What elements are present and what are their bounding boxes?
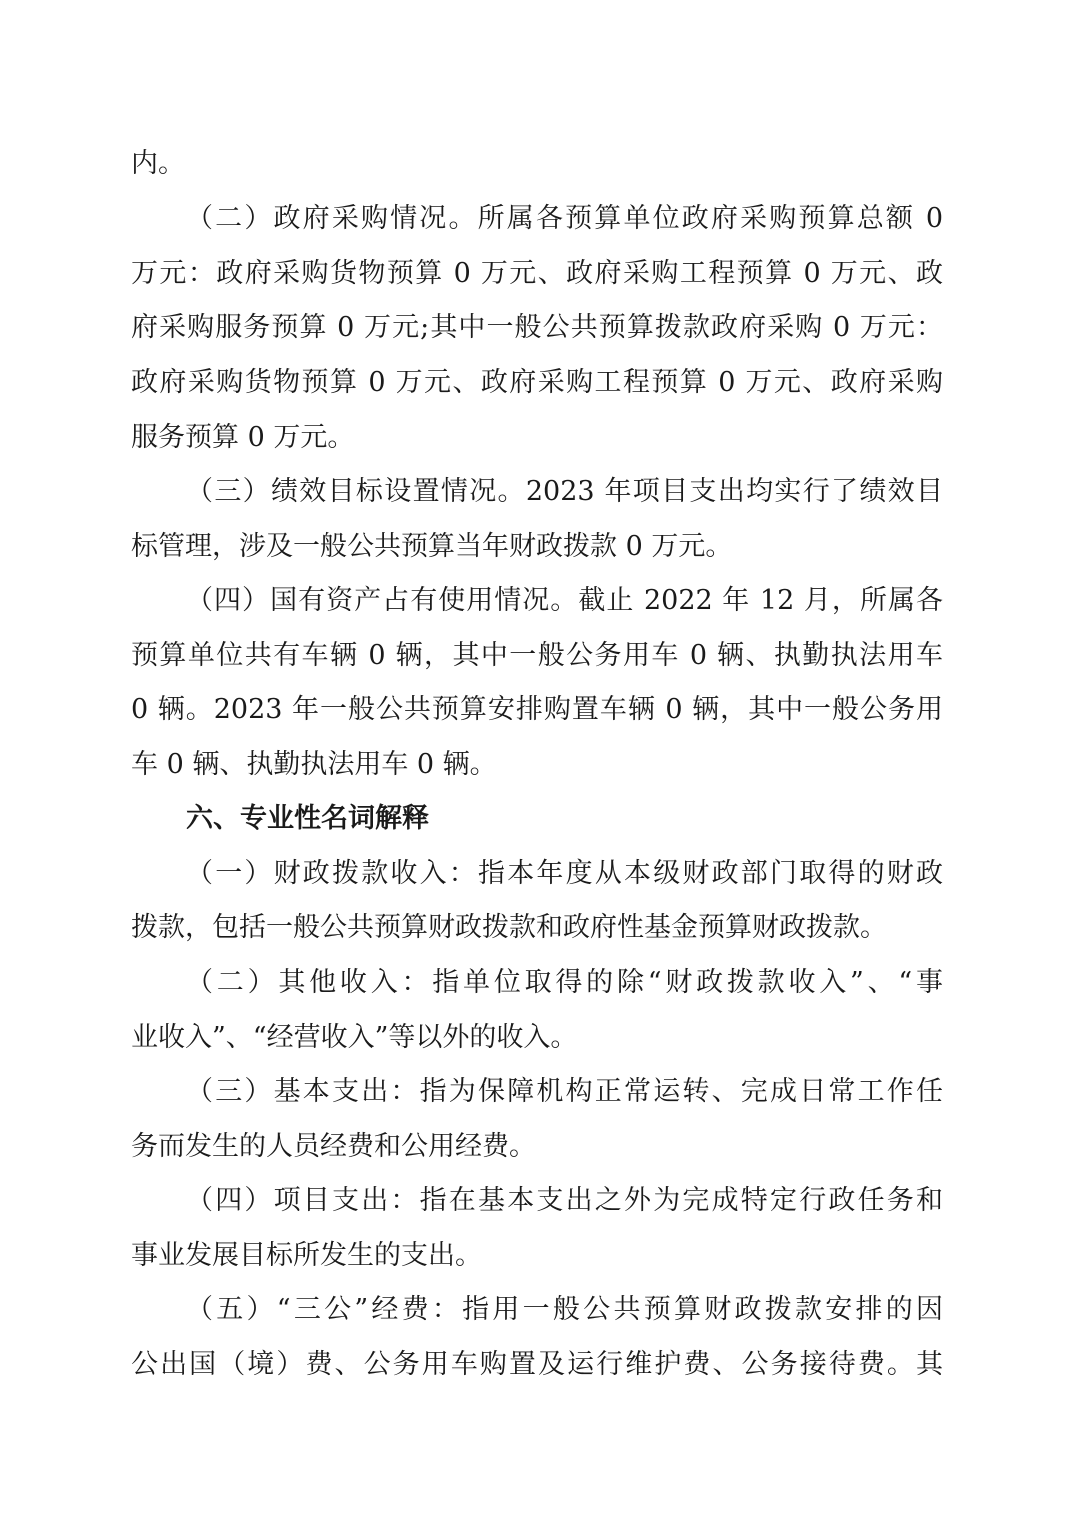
text-line: 务而发生的人员经费和公用经费。 xyxy=(131,1131,536,1162)
paragraph-def-3: （三）基本支出：指为保障机构正常运转、完成日常工作任 xyxy=(186,1076,943,1107)
text-line: 万元：政府采购货物预算 0 万元、政府采购工程预算 0 万元、政 xyxy=(131,258,943,289)
text-line: 标管理，涉及一般公共预算当年财政拨款 0 万元。 xyxy=(131,531,733,562)
paragraph-assets: （四）国有资产占有使用情况。截止 2022 年 12 月，所属各 xyxy=(186,585,943,616)
text-line: 内。 xyxy=(131,148,185,179)
paragraph-def-1: （一）财政拨款收入：指本年度从本级财政部门取得的财政 xyxy=(186,858,943,889)
text-line: 府采购服务预算 0 万元;其中一般公共预算拨款政府采购 0 万元： xyxy=(131,312,943,343)
paragraph-def-4: （四）项目支出：指在基本支出之外为完成特定行政任务和 xyxy=(186,1185,943,1216)
paragraph-def-5: （五）“三公”经费：指用一般公共预算财政拨款安排的因 xyxy=(186,1294,943,1325)
text-line: 预算单位共有车辆 0 辆，其中一般公务用车 0 辆、执勤执法用车 xyxy=(131,640,943,671)
text-line: 业收入”、“经营收入”等以外的收入。 xyxy=(131,1022,578,1053)
paragraph-performance: （三）绩效目标设置情况。2023 年项目支出均实行了绩效目 xyxy=(186,476,943,507)
text-line: 拨款，包括一般公共预算财政拨款和政府性基金预算财政拨款。 xyxy=(131,912,887,943)
text-line: 服务预算 0 万元。 xyxy=(131,422,355,453)
paragraph-procurement: （二）政府采购情况。所属各预算单位政府采购预算总额 0 xyxy=(186,203,943,234)
text-line: 事业发展目标所发生的支出。 xyxy=(131,1240,482,1271)
text-line: 公出国（境）费、公务用车购置及运行维护费、公务接待费。其 xyxy=(131,1349,943,1380)
text-line: 车 0 辆、执勤执法用车 0 辆。 xyxy=(131,749,497,780)
text-line: 政府采购货物预算 0 万元、政府采购工程预算 0 万元、政府采购 xyxy=(131,367,943,398)
text-line: 0 辆。2023 年一般公共预算安排购置车辆 0 辆，其中一般公务用 xyxy=(131,694,943,725)
section-heading: 六、专业性名词解释 xyxy=(186,803,429,834)
paragraph-def-2: （二）其他收入：指单位取得的除“财政拨款收入”、“事 xyxy=(186,967,943,998)
